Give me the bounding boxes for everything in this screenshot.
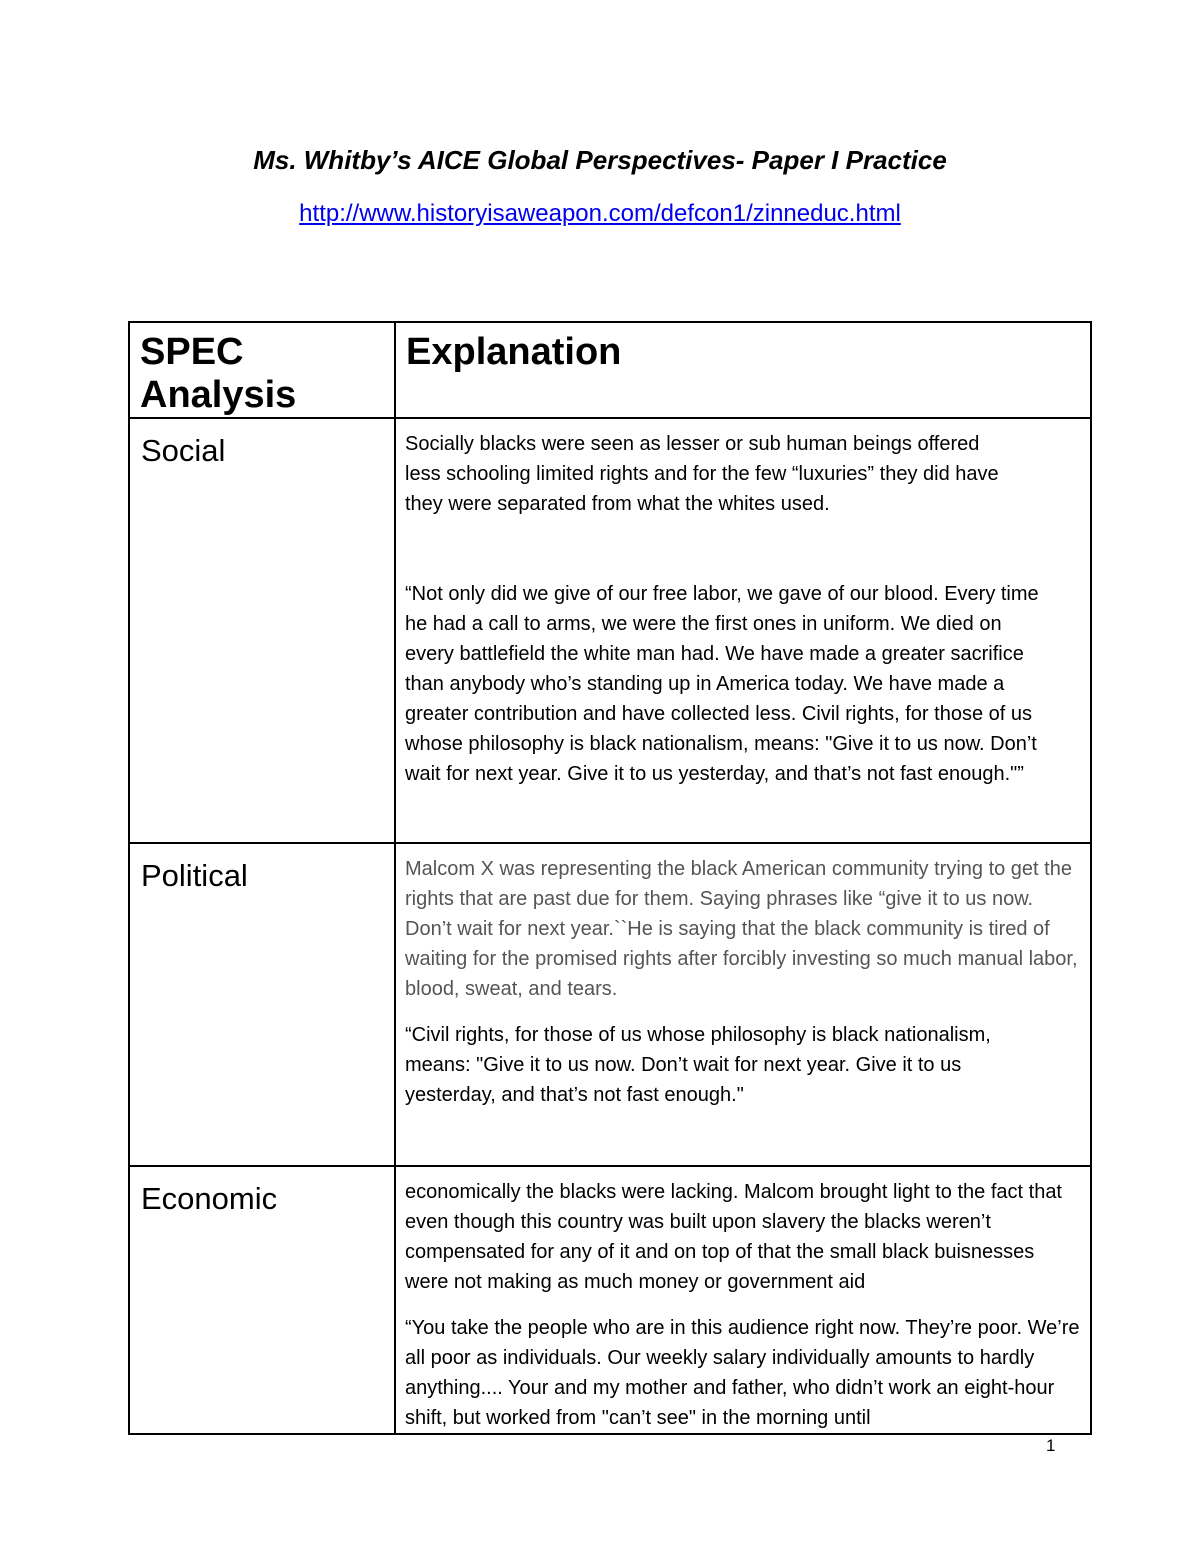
social-paragraph-1: Socially blacks were seen as lesser or sub human beings offered less schooling limited rights and for the few “luxuries” they did have they were separated from what the whites used.: [405, 433, 999, 515]
social-quote: “Not only did we give of our free labor, we gave of our blood. Every time he had a call to arms, we were the first ones in uniform. We died on every battlefield the white man had. We have made a greater sacrifice than anybody who’s standing up in America today. We have made a greater contribution and have collected less. Civil rights, for those of us whose philosophy is black nationalism, means: "Give it to us now. Don’t wait for next year. Give it to us yesterday, and that’s not fast enough."”: [405, 583, 1039, 785]
document-title: Ms. Whitby’s AICE Global Perspectives- Paper I Practice: [253, 145, 947, 175]
row-label-political: Political: [129, 843, 395, 1166]
table-row-social: [129, 418, 1091, 843]
explanation-social: [395, 418, 1091, 843]
table-header-row: [129, 322, 1091, 418]
explanation-economic: [395, 1166, 1091, 1434]
page-number: 1: [1046, 1436, 1056, 1455]
row-label-social: Social: [129, 418, 395, 843]
spec-analysis-table: [128, 321, 1092, 1435]
row-label-economic: Economic: [129, 1166, 395, 1434]
economic-paragraph-1: economically the blacks were lacking. Malcom brought light to the fact that even though this country was built upon slavery the blacks weren’t compensated for any of it and on top of that the small black buisnesses were not making as much money or government aid: [405, 1181, 1062, 1293]
table-row-economic: [129, 1166, 1091, 1434]
table-row-political: [129, 843, 1091, 1166]
source-link[interactable]: http://www.historyisaweapon.com/defcon1/zinneduc.html: [299, 200, 901, 227]
spec-analysis-header: SPEC Analysis: [129, 322, 395, 418]
political-paragraph-1: Malcom X was representing the black American community trying to get the rights that are past due for them. Saying phrases like “give it to us now. Don’t wait for next year.``He is saying that the black community is tired of waiting for the promised rights after forcibly investing so much manual labor, blood, sweat, and tears.: [405, 858, 1078, 1000]
political-quote: “Civil rights, for those of us whose philosophy is black nationalism, means: "Give it to us now. Don’t wait for next year. Give it to us yesterday, and that’s not fast enough.": [405, 1024, 991, 1106]
economic-quote: “You take the people who are in this audience right now. They’re poor. We’re all poor as individuals. Our weekly salary individually amounts to hardly anything.... Your and my mother and father, who didn’t work an eight-hour shift, but worked from "can’t see" in the morning until: [405, 1317, 1080, 1429]
explanation-header: Explanation: [395, 322, 1091, 418]
explanation-political: [395, 843, 1091, 1166]
